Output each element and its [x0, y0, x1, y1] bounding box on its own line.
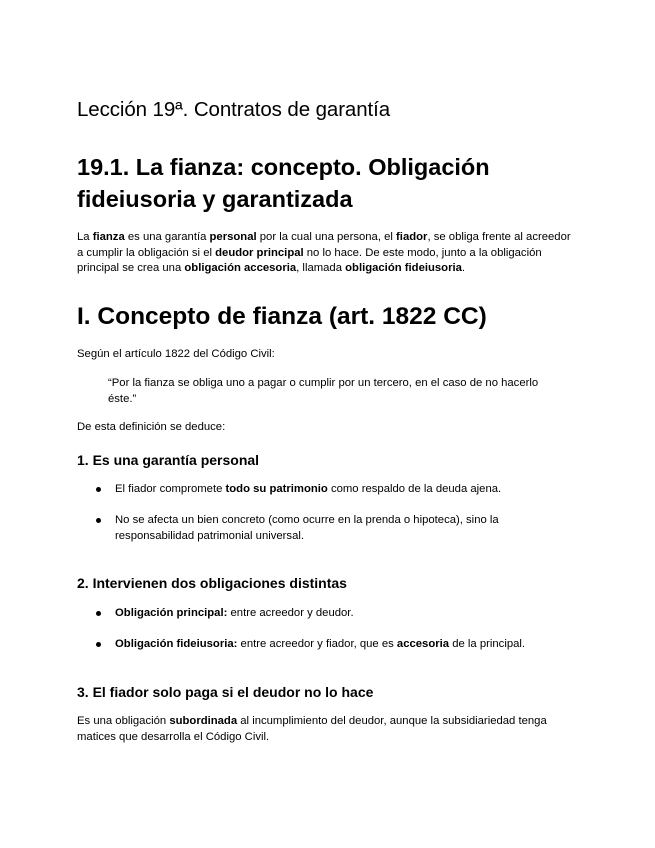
bullet-icon: [96, 487, 101, 492]
list-item-text: Obligación fideiusoria: entre acreedor y fiador, que es accesoria de la principal.: [115, 638, 526, 650]
bullet-icon: [96, 518, 101, 523]
subheading-fiador-paga: 3. El fiador solo paga si el deudor no lo hace: [77, 684, 374, 700]
section-heading-concepto: I. Concepto de fianza (art. 1822 CC): [77, 303, 487, 330]
list-item-text: Obligación principal: entre acreedor y deudor.: [115, 607, 354, 619]
list-item-text: El fiador compromete todo su patrimonio como respaldo de la deuda ajena.: [115, 483, 502, 495]
list-item-text: No se afecta un bien concreto (como ocurre en la prenda o hipoteca), sino la responsabilidad patrimonial universal.: [115, 514, 499, 542]
list-item: [96, 482, 566, 498]
section-heading-fianza: 19.1. La fianza: concepto. Obligación fideiusoria y garantizada: [77, 154, 490, 212]
document-title: Lección 19ª. Contratos de garantía: [77, 98, 391, 121]
subordinada-paragraph: Es una obligación subordinada al incumplimiento del deudor, aunque la subsidiariedad tenga matices que desarrolla el Código Civil.: [77, 715, 547, 743]
bullet-icon: [96, 642, 101, 647]
article-quote: “Por la fianza se obliga uno a pagar o cumplir por un tercero, en el caso de no hacerlo éste.”: [108, 377, 539, 405]
intro-paragraph: La fianza es una garantía personal por la cual una persona, el fiador, se obliga frente al acreedor a cumplir la obligación si el deudor principal no lo hace. De este modo, junto a la obligación principal se crea una obligación accesoria, llamada obligación fideiusoria.: [77, 231, 571, 275]
list-item: [96, 637, 566, 653]
subheading-garantia-personal: 1. Es una garantía personal: [77, 452, 260, 468]
subheading-dos-obligaciones: 2. Intervienen dos obligaciones distintas: [77, 575, 347, 591]
deduction-lead-paragraph: De esta definición se deduce:: [77, 421, 226, 433]
list-item: [96, 513, 566, 544]
bullet-icon: [96, 611, 101, 616]
list-item: [96, 606, 566, 622]
article-lead-paragraph: Según el artículo 1822 del Código Civil:: [77, 348, 275, 360]
